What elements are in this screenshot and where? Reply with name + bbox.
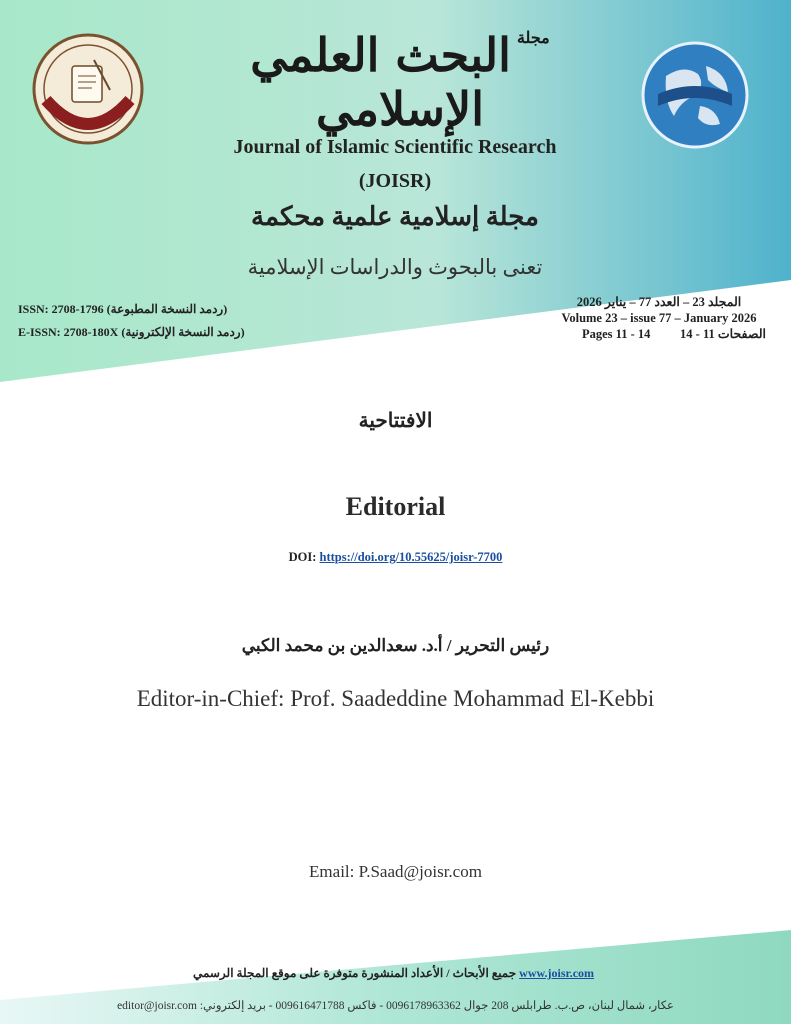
article-title-arabic: الافتتاحية <box>358 410 433 432</box>
academy-globe-logo <box>636 36 754 154</box>
doi-line <box>0 550 791 565</box>
journal-arabic-prefix: مجلة <box>516 28 550 47</box>
footer-site-link[interactable]: www.joisr.com <box>519 966 595 980</box>
editor-email: Email: P.Saad@joisr.com <box>309 862 482 881</box>
journal-seal-logo <box>32 30 144 148</box>
journal-arabic-subtitle: مجلة إسلامية علمية محكمة <box>251 202 539 231</box>
issn-block <box>18 298 278 344</box>
journal-arabic-title <box>200 28 600 136</box>
issn-electronic: E-ISSN: 2708-180X (ردمد النسخة الإلكترونية) <box>18 325 245 339</box>
editor-in-chief-arabic: رئيس التحرير / أ.د. سعدالدين بن محمد الكبي <box>241 636 550 655</box>
journal-abbreviation: (JOISR) <box>358 170 432 192</box>
article-title-english: Editorial <box>345 492 446 521</box>
journal-english-title: Journal of Islamic Scientific Research <box>233 136 557 158</box>
pages-arabic: الصفحات 11 - 14 <box>680 327 766 341</box>
volume-arabic: المجلد 23 – العدد 77 – يناير 2026 <box>576 295 742 309</box>
journal-arabic-tagline: تعنى بالبحوث والدراسات الإسلامية <box>247 255 543 279</box>
footer-address: عكار، شمال لبنان، ص.ب. طرابلس 208 جوال 0096178963362 - فاكس 009616471788 - بريد إلكتروني: editor@joisr.com <box>117 1000 674 1012</box>
doi-label: DOI: <box>288 550 317 564</box>
pages-row <box>540 326 778 342</box>
journal-arabic-title-text: البحث العلمي الإسلامي <box>250 28 511 136</box>
issn-print: ISSN: 2708-1796 (ردمد النسخة المطبوعة) <box>18 302 228 316</box>
volume-english: Volume 23 – issue 77 – January 2026 <box>561 311 757 325</box>
doi-link[interactable]: https://doi.org/10.55625/joisr-7700 <box>319 550 503 564</box>
volume-block <box>540 294 778 342</box>
footer-availability <box>0 966 791 981</box>
editor-in-chief-english: Editor-in-Chief: Prof. Saadeddine Mohammad El-Kebbi <box>136 686 655 711</box>
pages-english: Pages 11 - 14 <box>582 327 651 341</box>
footer-availability-text: جميع الأبحاث / الأعداد المنشورة متوفرة على موقع المجلة الرسمي <box>192 966 517 980</box>
